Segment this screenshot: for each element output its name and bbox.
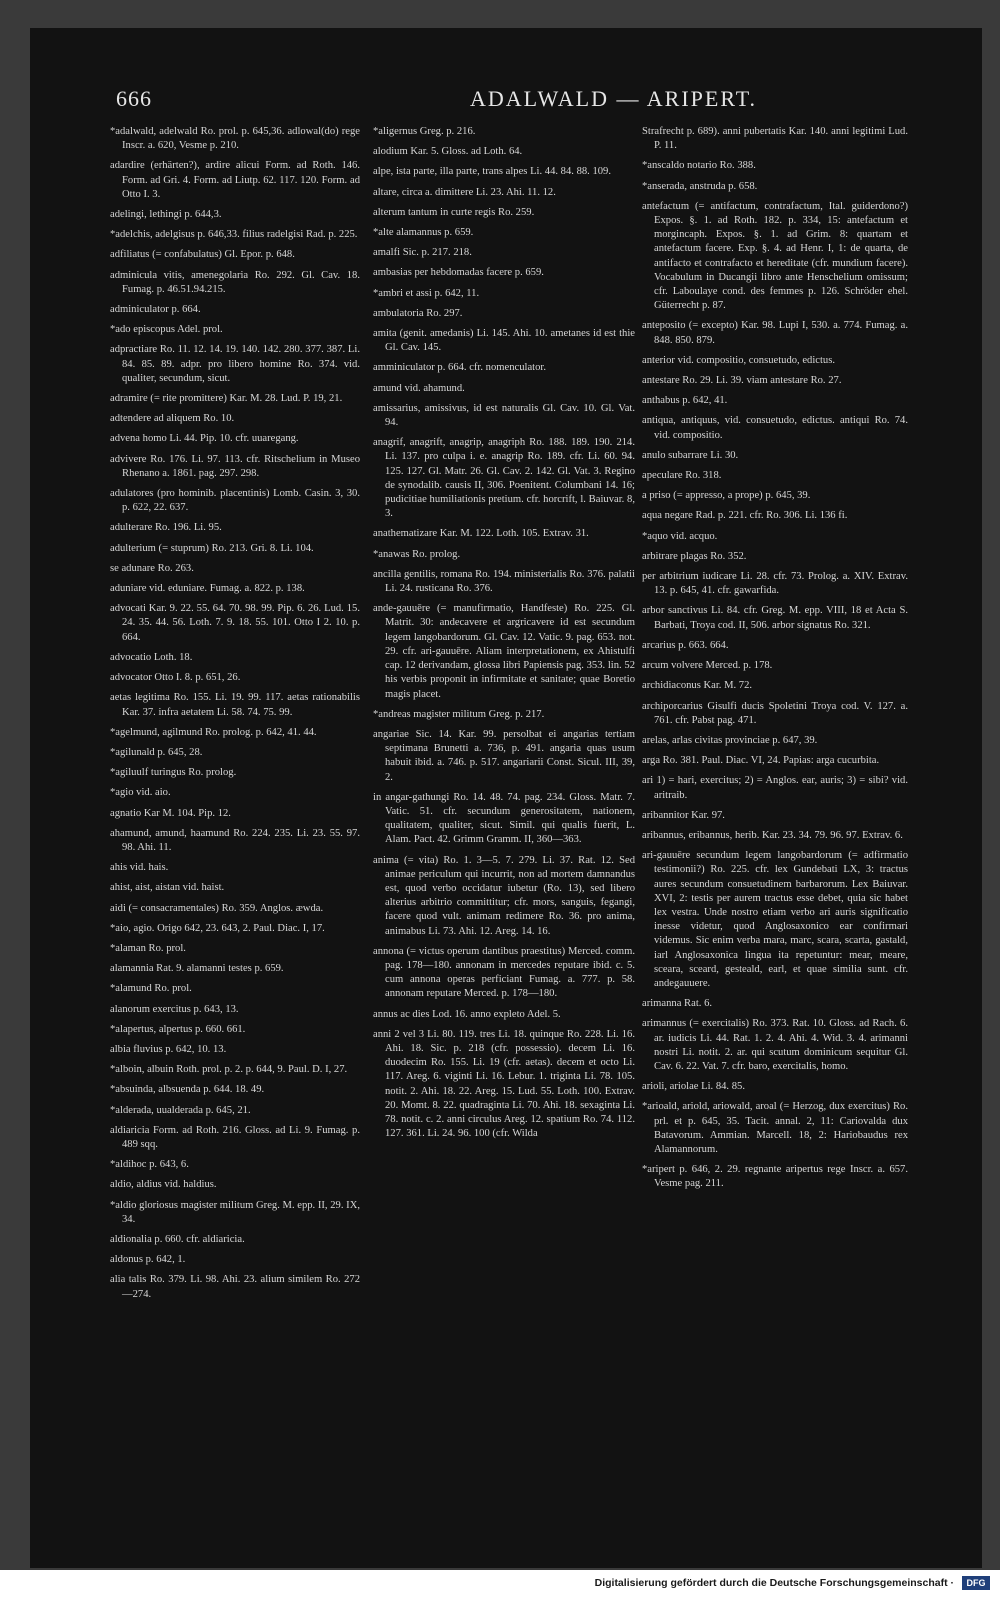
glossary-entry: arcum volvere Merced. p. 178. (642, 660, 773, 672)
glossary-entry: aldio, aldius vid. haldius. (110, 1179, 217, 1191)
glossary-entry: adminicula vitis, amenegolaria Ro. 292. Gl. Cav. 18. Fumag. p. 46.51.94.215. (110, 269, 360, 295)
glossary-entry: *aripert p. 646, 2. 29. regnante aripertus rege Inscr. a. 657. Vesme pag. 211. (642, 1164, 908, 1190)
glossary-entry: *alamund Ro. prol. (110, 983, 192, 995)
glossary-entry: *anserada, anstruda p. 658. (642, 180, 758, 192)
glossary-entry: anima (= vita) Ro. 1. 3—5. 7. 279. Li. 37. Rat. 12. Sed animae periculum qui incurrit, non ad mortem damnandus est, quod verbo occidatur iubetur (Ro. 13), sed libero alterius arbitrio committitur; cfr. mors, sanguis, fegangi, facere quod vult. animam redimere Ro. 36. pro anima, animabus Li. 73. Ahi. 12. Areg. 14. 16. (373, 854, 635, 937)
glossary-entry: ambulatoria Ro. 297. (373, 307, 463, 319)
glossary-entry: anthabus p. 642, 41. (642, 395, 728, 407)
glossary-entry: *aldihoc p. 643, 6. (110, 1159, 189, 1171)
glossary-entry: arelas, arlas civitas provinciae p. 647, 39. (642, 734, 818, 746)
glossary-entry: alodium Kar. 5. Gloss. ad Loth. 64. (373, 146, 523, 158)
glossary-entry: arga Ro. 381. Paul. Diac. VI, 24. Papias: arga cucurbita. (642, 755, 880, 767)
glossary-entry: arioli, ariolae Li. 84. 85. (642, 1081, 745, 1093)
glossary-entry: alia talis Ro. 379. Li. 98. Ahi. 23. alium similem Ro. 272—274. (110, 1274, 360, 1300)
glossary-entry: a priso (= appresso, a prope) p. 645, 39. (642, 490, 811, 502)
glossary-entry: *aldio gloriosus magister militum Greg. M. epp. II, 29. IX, 34. (110, 1199, 360, 1225)
glossary-entry: amminiculator p. 664. cfr. nomenculator. (373, 362, 546, 374)
glossary-entry: antiqua, antiquus, vid. consuetudo, edictus. antiqui Ro. 74. vid. compositio. (642, 415, 908, 441)
glossary-entry: aldionalia p. 660. cfr. aldiaricia. (110, 1233, 245, 1245)
glossary-entry: *alderada, uualderada p. 645, 21. (110, 1104, 251, 1116)
glossary-entry: per arbitrium iudicare Li. 28. cfr. 73. Prolog. a. XIV. Extrav. 13. p. 645, 41. cfr. gawarfida. (642, 571, 908, 597)
glossary-entry: *agelmund, agilmund Ro. prolog. p. 642, 41. 44. (110, 726, 317, 738)
glossary-entry: adtendere ad aliquem Ro. 10. (110, 413, 235, 425)
glossary-column-2 (373, 125, 635, 1147)
glossary-entry: *anscaldo notario Ro. 388. (642, 160, 756, 172)
glossary-entry: Strafrecht p. 689). anni pubertatis Kar. 140. anni legitimi Lud. P. 11. (642, 126, 908, 152)
glossary-entry: alanorum exercitus p. 643, 13. (110, 1003, 239, 1015)
glossary-entry: alpe, ista parte, illa parte, trans alpes Li. 44. 84. 88. 109. (373, 166, 611, 178)
glossary-entry: anagrif, anagrift, anagrip, anagriph Ro. 188. 189. 190. 214. Li. 137. pro culpa i. e. anagrip Ro. 189. cfr. Li. 60. 94. 125. 127. Gl. Matr. 26. Gl. Cav. 2. 142. Gl. Vat. 3. Regino de synodalib. causis II, 306. Poenitent. Columbani 14. 16; pudicitiae humiliationis pretium. cfr. horcrift, l. Baiuvar. 8, 3. (373, 437, 635, 520)
glossary-entry: adminiculator p. 664. (110, 304, 201, 316)
glossary-entry: advivere Ro. 176. Li. 97. 113. cfr. Ritschelium in Museo Rhenano a. 1861. pag. 297. 298. (110, 453, 360, 479)
glossary-entry: antestare Ro. 29. Li. 39. viam antestare Ro. 27. (642, 375, 842, 387)
glossary-entry: advocator Otto I. 8. p. 651, 26. (110, 672, 241, 684)
page-title: ADALWALD — ARIPERT. (470, 86, 758, 111)
glossary-entry: amalfi Sic. p. 217. 218. (373, 247, 472, 259)
glossary-entry: *alte alamannus p. 659. (373, 227, 474, 239)
glossary-entry: arbor sanctivus Li. 84. cfr. Greg. M. epp. VIII, 18 et Acta S. Barbati, Troya cod. II, 506. arbor signatus Ro. 321. (642, 605, 908, 631)
glossary-entry: anterior vid. compositio, consuetudo, edictus. (642, 354, 836, 366)
glossary-entry: archiporcarius Gisulfi ducis Spoletini Troya cod. V. 127. a. 761. cfr. Pabst pag. 471. (642, 700, 908, 726)
glossary-entry: *andreas magister militum Greg. p. 217. (373, 708, 545, 720)
glossary-entry: apeculare Ro. 318. (642, 470, 722, 482)
glossary-entry: annona (= victus operum dantibus praestitus) Merced. comm. pag. 178—180. annonam in mercedes reputare ibid. c. 5. cum annona operas perficiant Fumag. a. 777. p. 58. annonam reputare Merced. p. 178—180. (373, 945, 635, 1000)
glossary-entry: amita (genit. amedanis) Li. 145. Ahi. 10. ametanes id est thie Gl. Cav. 145. (373, 328, 635, 354)
glossary-entry: *aligernus Greg. p. 216. (373, 126, 476, 137)
glossary-entry: *alaman Ro. prol. (110, 942, 186, 954)
glossary-entry: *agiluulf turingus Ro. prolog. (110, 767, 237, 779)
glossary-entry: ahist, aist, aistan vid. haist. (110, 882, 225, 894)
glossary-entry: *absuinda, albsuenda p. 644. 18. 49. (110, 1084, 265, 1096)
footer-credit: Digitalisierung gefördert durch die Deutsche Forschungsgemeinschaft · (594, 1577, 954, 1589)
glossary-entry: altare, circa a. dimittere Li. 23. Ahi. 11. 12. (373, 186, 556, 198)
glossary-entry: anathematizare Kar. M. 122. Loth. 105. Extrav. 31. (373, 528, 589, 540)
glossary-entry: agnatio Kar M. 104. Pip. 12. (110, 807, 231, 819)
glossary-entry: arimanna Rat. 6. (642, 998, 713, 1010)
running-header (80, 86, 922, 116)
glossary-entry: amund vid. ahamund. (373, 382, 465, 394)
glossary-entry: alterum tantum in curte regis Ro. 259. (373, 206, 535, 218)
glossary-entry: albia fluvius p. 642, 10. 13. (110, 1043, 227, 1055)
glossary-entry: anulo subarrare Li. 30. (642, 449, 739, 461)
glossary-entry: aribannitor Kar. 97. (642, 809, 725, 821)
page-number: 666 (116, 86, 152, 111)
glossary-entry: advocatio Loth. 18. (110, 651, 193, 663)
glossary-entry: aidi (= consacramentales) Ro. 359. Anglos. æwda. (110, 902, 324, 914)
glossary-entry: ambasias per hebdomadas facere p. 659. (373, 267, 544, 279)
glossary-entry: *agilunald p. 645, 28. (110, 746, 203, 758)
glossary-entry: alamannia Rat. 9. alamanni testes p. 659. (110, 963, 284, 975)
glossary-entry: adpractiare Ro. 11. 12. 14. 19. 140. 142. 280. 377. 387. Li. 84. 85. 89. adpr. pro libero homine Ro. 374. vid. qualiter, secundum, sicut. (110, 344, 360, 384)
glossary-entry: arbitrare plagas Ro. 352. (642, 550, 747, 562)
glossary-entry: adramire (= rite promittere) Kar. M. 28. Lud. P. 19, 21. (110, 393, 343, 405)
glossary-entry: adulterium (= stuprum) Ro. 213. Gri. 8. Li. 104. (110, 542, 314, 554)
glossary-entry: arcarius p. 663. 664. (642, 639, 729, 651)
glossary-entry: aetas legitima Ro. 155. Li. 19. 99. 117. aetas rationabilis Kar. 37. infra aetatem Li. 58. 74. 75. 99. (110, 692, 360, 718)
glossary-entry: ahis vid. hais. (110, 862, 169, 874)
glossary-entry: *ambri et assi p. 642, 11. (373, 287, 480, 299)
glossary-entry: angariae Sic. 14. Kar. 99. persolbat ei angarias tertiam septimana Brunetti a. 736, p. 491. angaria quas usum habuit ibid. a. 746. p. 517. angariarii Const. Sicul. III, 39, 2. (373, 728, 635, 783)
glossary-entry: ari-gauuēre secundum legem langobardorum (= adfirmatio testimonii?) Ro. 225. cfr. lex Gundebati LX, 3: tractus aures secundum consuetudinem barbarorum. Lex Baiuvar. XVI, 2: testis per aurem tractus esse debet, quia sic habet lex vestra. Unde nostro etiam verbo ari auris significatio inesse videtur, quod Anglosaxonico ear confirmari videmus. Sic enim verba mara, marc, scara, scarta, gastald, iarl Anglosaxonica lingua ita repetuntur: mear, meare, sceara, sceard, gesteald, earl, et quae similia sunt. cfr. andegauuere. (642, 850, 908, 989)
glossary-entry: adardire (erhärten?), ardire alicui Form. ad Roth. 146. Form. ad Gri. 4. Form. ad Liutp. 62. 117. 120. Form. ad Otto I. 3. (110, 160, 360, 200)
glossary-entry: in angar-gathungi Ro. 14. 48. 74. pag. 234. Gloss. Matr. 7. Vatic. 51. cfr. secundum generositatem, nationem, qualitatem, qualiter, sicut. Simil. qui qualis fuerit, L. Alam. Pact. 42. Grimm Gramm. II, 360—363. (373, 791, 635, 846)
glossary-entry: adfiliatus (= confabulatus) Gl. Epor. p. 648. (110, 249, 295, 261)
glossary-entry: *aquo vid. acquo. (642, 530, 718, 542)
glossary-entry: anni 2 vel 3 Li. 80. 119. tres Li. 18. quinque Ro. 228. Li. 16. Ahi. 18. Sic. p. 218 (cfr. possessio). decem Li. 16. duodecim Ro. 155. Li. 19 (cfr. aetas). decem et octo Li. 117. Areg. 6. viginti Li. 16. Lebur. 1. triginta Li. 78. 105. notit. 2. Ahi. 18. 22. Areg. 15. Lud. 55. Loth. 100. Extrav. 20. Momt. 8. 22. quadraginta Li. 70. Ahi. 18. sexaginta Li. 78. notit. c. 2. anni circulus Areg. 12. spatium Ro. 74. 112. 127. 361. Li. 24. 96. 100 (cfr. Wilda (373, 1028, 635, 1140)
glossary-entry: aldiaricia Form. ad Roth. 216. Gloss. ad Li. 9. Fumag. p. 489 sqq. (110, 1124, 360, 1150)
digitization-footer (0, 1570, 1000, 1598)
glossary-entry: ahamund, amund, haamund Ro. 224. 235. Li. 23. 55. 97. 98. Ahi. 11. (110, 827, 360, 853)
glossary-entry: advena homo Li. 44. Pip. 10. cfr. uuaregang. (110, 433, 299, 445)
glossary-entry: *alboin, albuin Roth. prol. p. 2. p. 644, 9. Paul. D. I, 27. (110, 1064, 348, 1076)
glossary-entry: ande-gauuēre (= manufirmatio, Handfeste) Ro. 225. Gl. Matrit. 30: andecavere et argricavere id est secundum legem langobardorum. Gl. Cav. 12. Vatic. 9. pag. 653. not. 29. cfr. ari-gauuēre. Aliam interpretationem, ex Ahistulfi cap. 12 derivandam, glossa libri Papiensis pag. 353. lin. 52 his verbis proponit in infirmitate et sanitate; quae Boretio magis placet. (373, 603, 635, 700)
glossary-entry: se adunare Ro. 263. (110, 562, 194, 574)
glossary-entry: archidiaconus Kar. M. 72. (642, 680, 753, 692)
glossary-entry: *adalwald, adelwald Ro. prol. p. 645,36. adlowal(do) rege Inscr. a. 620, Vesme p. 210. (110, 126, 360, 152)
glossary-entry: amissarius, amissivus, id est naturalis Gl. Cav. 10. Gl. Vat. 94. (373, 402, 635, 429)
glossary-entry: annus ac dies Lod. 16. anno expleto Adel. 5. (373, 1008, 561, 1020)
glossary-entry: anteposito (= excepto) Kar. 98. Lupi I, 530. a. 774. Fumag. a. 848. 850. 879. (642, 320, 908, 346)
glossary-entry: aqua negare Rad. p. 221. cfr. Ro. 306. Li. 136 fi. (642, 510, 848, 522)
glossary-entry: aduniare vid. eduniare. Fumag. a. 822. p. 138. (110, 583, 305, 595)
glossary-entry: ari 1) = hari, exercitus; 2) = Anglos. ear, auris; 3) = sibi? vid. aritraib. (642, 775, 908, 801)
glossary-entry: ancilla gentilis, romana Ro. 194. ministerialis Ro. 376. palatii Li. 24. rusticana Ro. 376. (373, 568, 635, 595)
glossary-entry: *agio vid. aio. (110, 787, 171, 799)
glossary-entry: advocati Kar. 9. 22. 55. 64. 70. 98. 99. Pip. 6. 26. Lud. 15. 24. 35. 44. 56. Loth. 7. 9. 18. 55. 101. Otto I 2. 10. p. 664. (110, 603, 360, 643)
glossary-entry: aribannus, eribannus, herib. Kar. 23. 34. 79. 96. 97. Extrav. 6. (642, 829, 903, 841)
dfg-logo: DFG (962, 1576, 990, 1590)
glossary-entry: adulterare Ro. 196. Li. 95. (110, 522, 222, 534)
glossary-entry: adulatores (pro hominib. placentinis) Lomb. Casin. 3, 30. p. 622, 22. 637. (110, 488, 360, 514)
glossary-column-3 (642, 125, 908, 1198)
glossary-entry: *alapertus, alpertus p. 660. 661. (110, 1023, 246, 1035)
glossary-column-1 (110, 125, 360, 1308)
glossary-entry: *ado episcopus Adel. prol. (110, 324, 223, 336)
glossary-entry: aldonus p. 642, 1. (110, 1254, 186, 1266)
glossary-entry: *arioald, ariold, ariowald, aroal (= Herzog, dux exercitus) Ro. prl. et p. 645, 35. Tacit. annal. 2, 11: Cariovalda dux Batavorum. Ammian. Marcell. 18, 2: Hariobaudus rex Alamannorum. (642, 1101, 908, 1155)
glossary-entry: antefactum (= antifactum, contrafactum, Ital. guiderdono?) Expos. §. 1. ad Roth. 182. p. 334, 15: antefactum et morgincaph. Expos. §. 1. ad Grim. 8: quartam et antefactum facere. Exp. §. 4. ad Henr. I, 1: de quarta, de antifacto et contrafacto et hereditate (cfr. mundium facere). Vocabulum in Ducangii libro ante Henschelium omissum; cfr. Laboulaye cond. des femmes p. 126. Schröder ehel. Güterrecht p. 87. (642, 200, 908, 312)
glossary-entry: arimannus (= exercitalis) Ro. 373. Rat. 10. Gloss. ad Rach. 6. ar. iudicis Li. 44. Rat. 1. 2. 4. Ahi. 4. Wid. 3. 4. arimanni nostri Li. notit. 2. ar. qui scutum dominicum sequitur Gl. Cav. 6. 22. Vat. 7. cfr. baro, exercitalis, homo. (642, 1018, 908, 1072)
glossary-entry: *aio, agio. Origo 642, 23. 643, 2. Paul. Diac. I, 17. (110, 922, 325, 934)
glossary-entry: *anawas Ro. prolog. (373, 548, 461, 560)
glossary-entry: *adelchis, adelgisus p. 646,33. filius radelgisi Rad. p. 225. (110, 229, 358, 241)
glossary-entry: adelingi, lethingi p. 644,3. (110, 209, 222, 221)
